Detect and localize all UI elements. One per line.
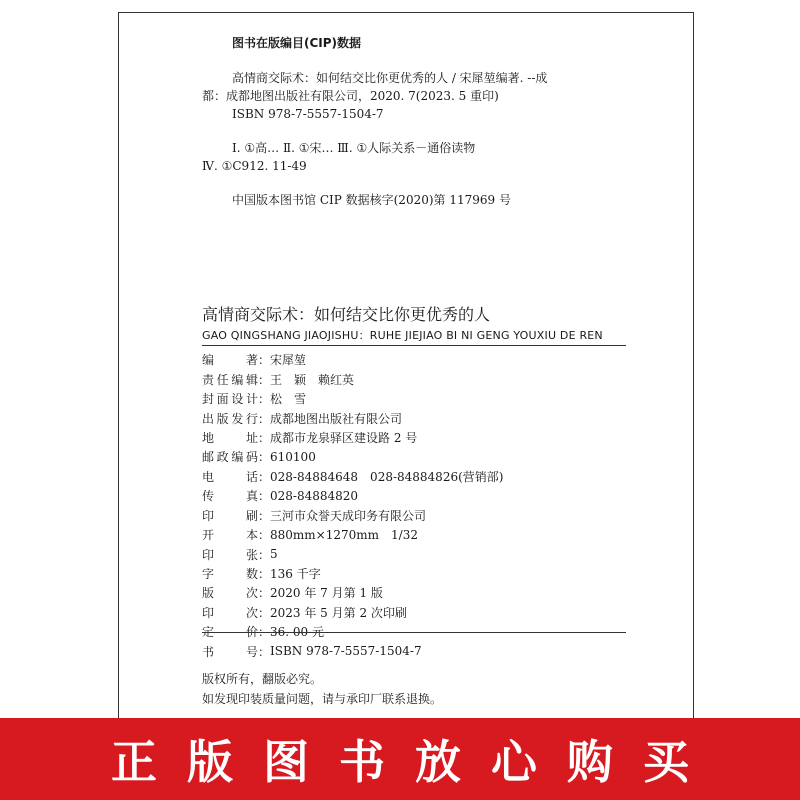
info-value: 2023 年 5 月第 2 次印刷 [270,605,407,620]
info-label: 传 真 [202,489,258,504]
info-value: ISBN 978-7-5557-1504-7 [270,644,422,659]
info-separator: ： [258,353,271,368]
info-row [202,486,626,505]
info-separator: ： [258,469,271,484]
info-label: 出 版 发 行 [202,411,258,426]
info-value: 136 千字 [270,567,321,582]
info-row [202,544,626,563]
info-value: 三河市众誉天成印务有限公司 [270,508,427,523]
cip-record-line-1: 高情商交际术：如何结交比你更优秀的人 / 宋犀堃编著. --成 [232,71,548,85]
info-row [202,525,626,544]
info-separator: ： [258,625,271,640]
info-label: 责 任 编 辑 [202,372,258,387]
book-title: 高情商交际术：如何结交比你更优秀的人 [202,305,491,324]
info-row [202,506,626,525]
quality-notice: 如发现印装质量问题，请与承印厂联系退换。 [202,692,443,706]
info-separator: ： [258,586,271,601]
info-label: 印 张 [202,547,258,562]
info-label: 邮 政 编 码 [202,450,258,465]
info-separator: ： [258,489,271,504]
info-label: 印 刷 [202,508,258,523]
cip-class-line-1: Ⅰ. ①高… Ⅱ. ①宋… Ⅲ. ①人际关系－通俗读物 [232,141,476,155]
info-value: 610100 [270,449,316,464]
info-row [202,467,626,486]
info-value: 松 雪 [270,392,307,407]
info-label: 版 次 [202,586,258,601]
info-row [202,447,626,466]
promo-banner [0,718,800,800]
info-value: 028-84884820 [270,488,359,503]
info-label: 编 著 [202,353,258,368]
info-row [202,564,626,583]
info-value: 880mm×1270mm 1/32 [270,528,418,543]
info-value: 王 颖 赖红英 [270,372,355,387]
cip-verify-line: 中国版本图书馆 CIP 数据核字(2020)第 117969 号 [232,193,511,207]
info-value: 028-84884648 028-84884826(营销部) [270,469,504,484]
info-separator: ： [258,392,271,407]
book-title-pinyin: GAO QINGSHANG JIAOJISHU：RUHE JIEJIAO BI NI GENG YOUXIU DE REN [202,329,603,342]
info-separator: ： [258,372,271,387]
info-row [202,408,626,427]
publication-info-table [202,350,626,661]
info-label: 电 话 [202,469,258,484]
info-value: 2020 年 7 月第 1 版 [270,586,383,601]
info-separator: ： [258,430,271,445]
info-label: 字 数 [202,567,258,582]
info-separator: ： [258,567,271,582]
info-value: 成都地图出版社有限公司 [270,411,403,426]
info-separator: ： [258,411,271,426]
info-label: 封 面 设 计 [202,392,258,407]
info-label: 书 号 [202,644,258,659]
info-row [202,389,626,408]
info-separator: ： [258,528,271,543]
bottom-rule [202,632,626,633]
promo-banner-text: 正版图书放心购买 [111,735,719,789]
info-label: 地 址 [202,430,258,445]
info-value: 36. 00 元 [270,625,324,640]
info-label: 定 价 [202,625,258,640]
info-label: 开 本 [202,528,258,543]
info-value: 成都市龙泉驿区建设路 2 号 [270,430,418,445]
info-separator: ： [258,450,271,465]
info-row [202,428,626,447]
info-separator: ： [258,508,271,523]
copyright-notice: 版权所有，翻版必究。 [202,672,323,686]
info-separator: ： [258,605,271,620]
cip-record-line-2: 都：成都地图出版社有限公司，2020. 7(2023. 5 重印) [202,89,499,103]
top-rule [202,345,626,346]
info-separator: ： [258,547,271,562]
cip-heading: 图书在版编目(CIP)数据 [232,36,362,50]
info-row [202,583,626,602]
info-row [202,369,626,388]
cip-isbn-line: ISBN 978-7-5557-1504-7 [232,107,384,121]
info-value: 宋犀堃 [270,353,307,368]
cip-class-line-2: Ⅳ. ①C912. 11-49 [202,159,307,173]
info-row [202,642,626,661]
info-label: 印 次 [202,605,258,620]
info-row [202,603,626,622]
info-value: 5 [270,547,278,562]
info-separator: ： [258,644,271,659]
info-row [202,350,626,369]
